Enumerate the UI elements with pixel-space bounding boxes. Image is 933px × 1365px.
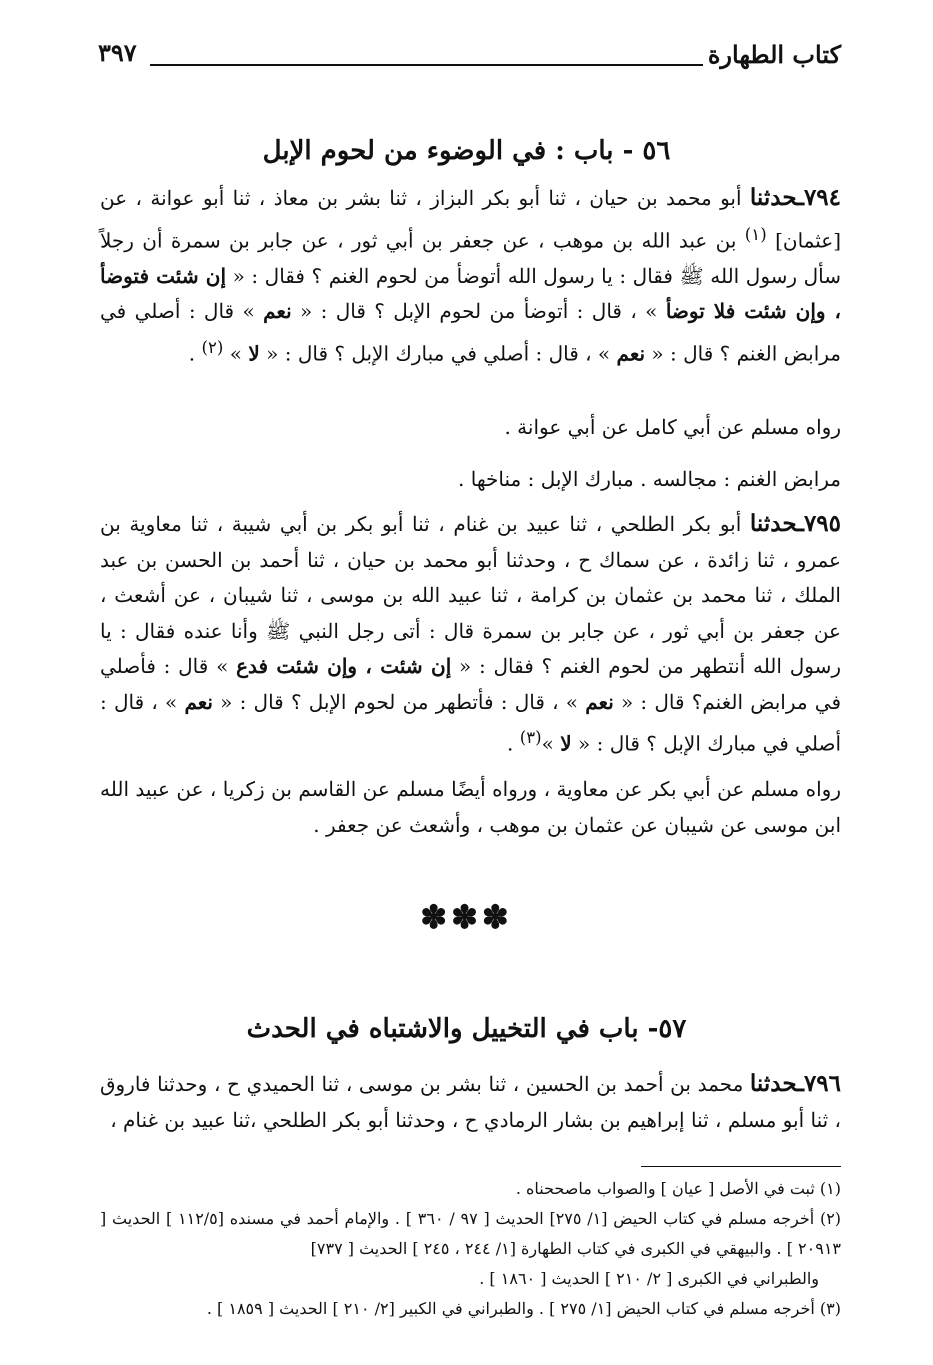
page-number: ٣٩٧	[98, 38, 137, 67]
prophet-quote: إن شئت فتوضأ ، وإن شئت فلا توضأ	[100, 263, 842, 324]
hadith-795	[100, 506, 841, 762]
haddathana-label: حدثنا	[749, 510, 798, 537]
header-rule	[150, 64, 703, 66]
haddathana-label: حدثنا	[749, 1070, 798, 1097]
footnote-ref: (٣)	[519, 728, 542, 747]
narration-note: رواه مسلم عن أبي بكر عن معاوية ، ورواه أيضًا مسلم عن القاسم بن زكريا ، عن عبيد الله ابن موسى عن شيبان عن عثمان بن موهب ، وأشعث عن جعفر .	[100, 777, 841, 837]
footnote-3: (٣) أخرجه مسلم في كتاب الحيض [١/ ٢٧٥ ] . والطبراني في الكبير [٢/ ٢١٠ ] الحديث [ ١٨٥٩ ] .	[206, 1299, 841, 1318]
hadith-text: » قال : فأصلي في مرابض الغنم؟ قال : «	[100, 654, 842, 714]
section-divider: ✽✽✽	[420, 898, 513, 936]
hadith-text: .	[188, 341, 202, 366]
page-header	[98, 34, 841, 84]
footnote-1: (١) ثبت في الأصل [ عيان ] والصواب ماصححناه .	[515, 1179, 841, 1198]
hadith-text: » ، قال : أتوضأ من لحوم الإبل ؟ قال : «	[291, 299, 666, 324]
hadith-text: »	[541, 731, 561, 756]
narration-note: رواه مسلم عن أبي كامل عن أبي عوانة .	[504, 415, 841, 439]
chapter-title-57: ٥٧- باب في التخييل والاشتباه في الحدث	[246, 1014, 687, 1044]
footnote-ref: (٢)	[201, 337, 224, 357]
haddathana-label: حدثنا	[749, 184, 798, 211]
prophet-quote: نعم	[616, 341, 646, 366]
hadith-text: » قال : أصلي في مرابض الغنم ؟ قال : «	[100, 299, 841, 366]
hadith-text: » ، قال : فأتطهر من لحوم الإبل ؟ قال : «	[212, 689, 586, 714]
hadith-text: .	[506, 731, 520, 756]
prophet-quote: نعم	[263, 299, 292, 324]
chapter-title-56: ٥٦ - باب : في الوضوء من لحوم الإبل	[262, 136, 671, 166]
glossary-note: مرابض الغنم : مجالسه . مبارك الإبل : مناخها .	[458, 467, 841, 491]
prophet-quote: لا	[248, 341, 260, 366]
hadith-text: »	[223, 341, 249, 366]
hadith-794	[100, 180, 841, 372]
hadith-text: أبو محمد بن حيان ، ثنا أبو بكر البزاز ، ثنا بشر بن معاذ ، ثنا أبو عوانة ، عن [عثمان]	[100, 186, 841, 253]
prophet-quote: نعم	[184, 689, 213, 714]
footnote-2: (٢) أخرجه مسلم في كتاب الحيض [١/ ٢٧٥] الحديث [ ٩٧ / ٣٦٠ ] . والإمام أحمد في مسنده [١١٢/٥ ] الحديث [ ٢٠٩١٣ ] . والبيهقي في الكبرى في كتاب الطهارة [١/ ٢٤٤ ، ٢٤٥ ] الحديث [ ٧٣٧]	[100, 1209, 842, 1258]
prophet-quote: لا	[560, 731, 572, 756]
footnote-ref: (١)	[744, 224, 767, 244]
footnote-rule	[641, 1166, 841, 1167]
hadith-number: ٧٩٥ـ	[797, 510, 841, 537]
running-title: كتاب الطهارة	[707, 40, 841, 69]
footnotes	[100, 1174, 841, 1324]
hadith-text: محمد بن أحمد بن الحسين ، ثنا بشر بن موسى ، ثنا الحميدي ح ، وحدثنا فاروق ، ثنا أبو مسلم ، ثنا إبراهيم بن بشار الرمادي ح ، وحدثنا أبو بكر الطلحي ،ثنا عبيد بن غنام ،	[100, 1072, 841, 1132]
hadith-number: ٧٩٦ـ	[797, 1070, 841, 1097]
hadith-text: أبو بكر الطلحي ، ثنا عبيد بن غنام ، ثنا أبو بكر بن أبي شيبة ، ثنا معاوية بن عمرو ، ثنا زائدة ، عن سماك ح ، وحدثنا أبو محمد بن حيان ، ثنا أحمد بن الحسن بن عبد الملك ، ثنا محمد بن عثمان بن كرامة ، ثنا عبيد الله بن موسى ، ثنا شيبان ، عن أشعث ، عن جعفر بن أبي ثور ، عن جابر بن سمرة قال : أتى رجل النبي ﷺ وأنا عنده فقال : يا رسول الله أنتطهر من لحوم الغنم ؟ فقال : «	[100, 512, 841, 678]
hadith-796	[100, 1066, 841, 1138]
hadith-text: بن عبد الله بن موهب ، عن جعفر بن أبي ثور ، عن جابر بن سمرة أن رجلاً سأل رسول الله ﷺ فقال : يا رسول الله أتوضأ من لحوم الغنم ؟ فقال : «	[100, 228, 842, 288]
hadith-text: » ، قال : أصلي في مبارك الإبل ؟ قال : «	[100, 689, 841, 756]
prophet-quote: إن شئت ، وإن شئت فدع	[236, 654, 452, 678]
prophet-quote: نعم	[585, 689, 614, 714]
hadith-text: » ، قال : أصلي في مبارك الإبل ؟ قال : «	[259, 341, 617, 366]
hadith-number: ٧٩٤ـ	[797, 184, 841, 211]
footnote-2-continued: والطبراني في الكبرى [ ٢/ ٢١٠ ] الحديث [ ١٨٦٠ ] .	[479, 1269, 819, 1288]
